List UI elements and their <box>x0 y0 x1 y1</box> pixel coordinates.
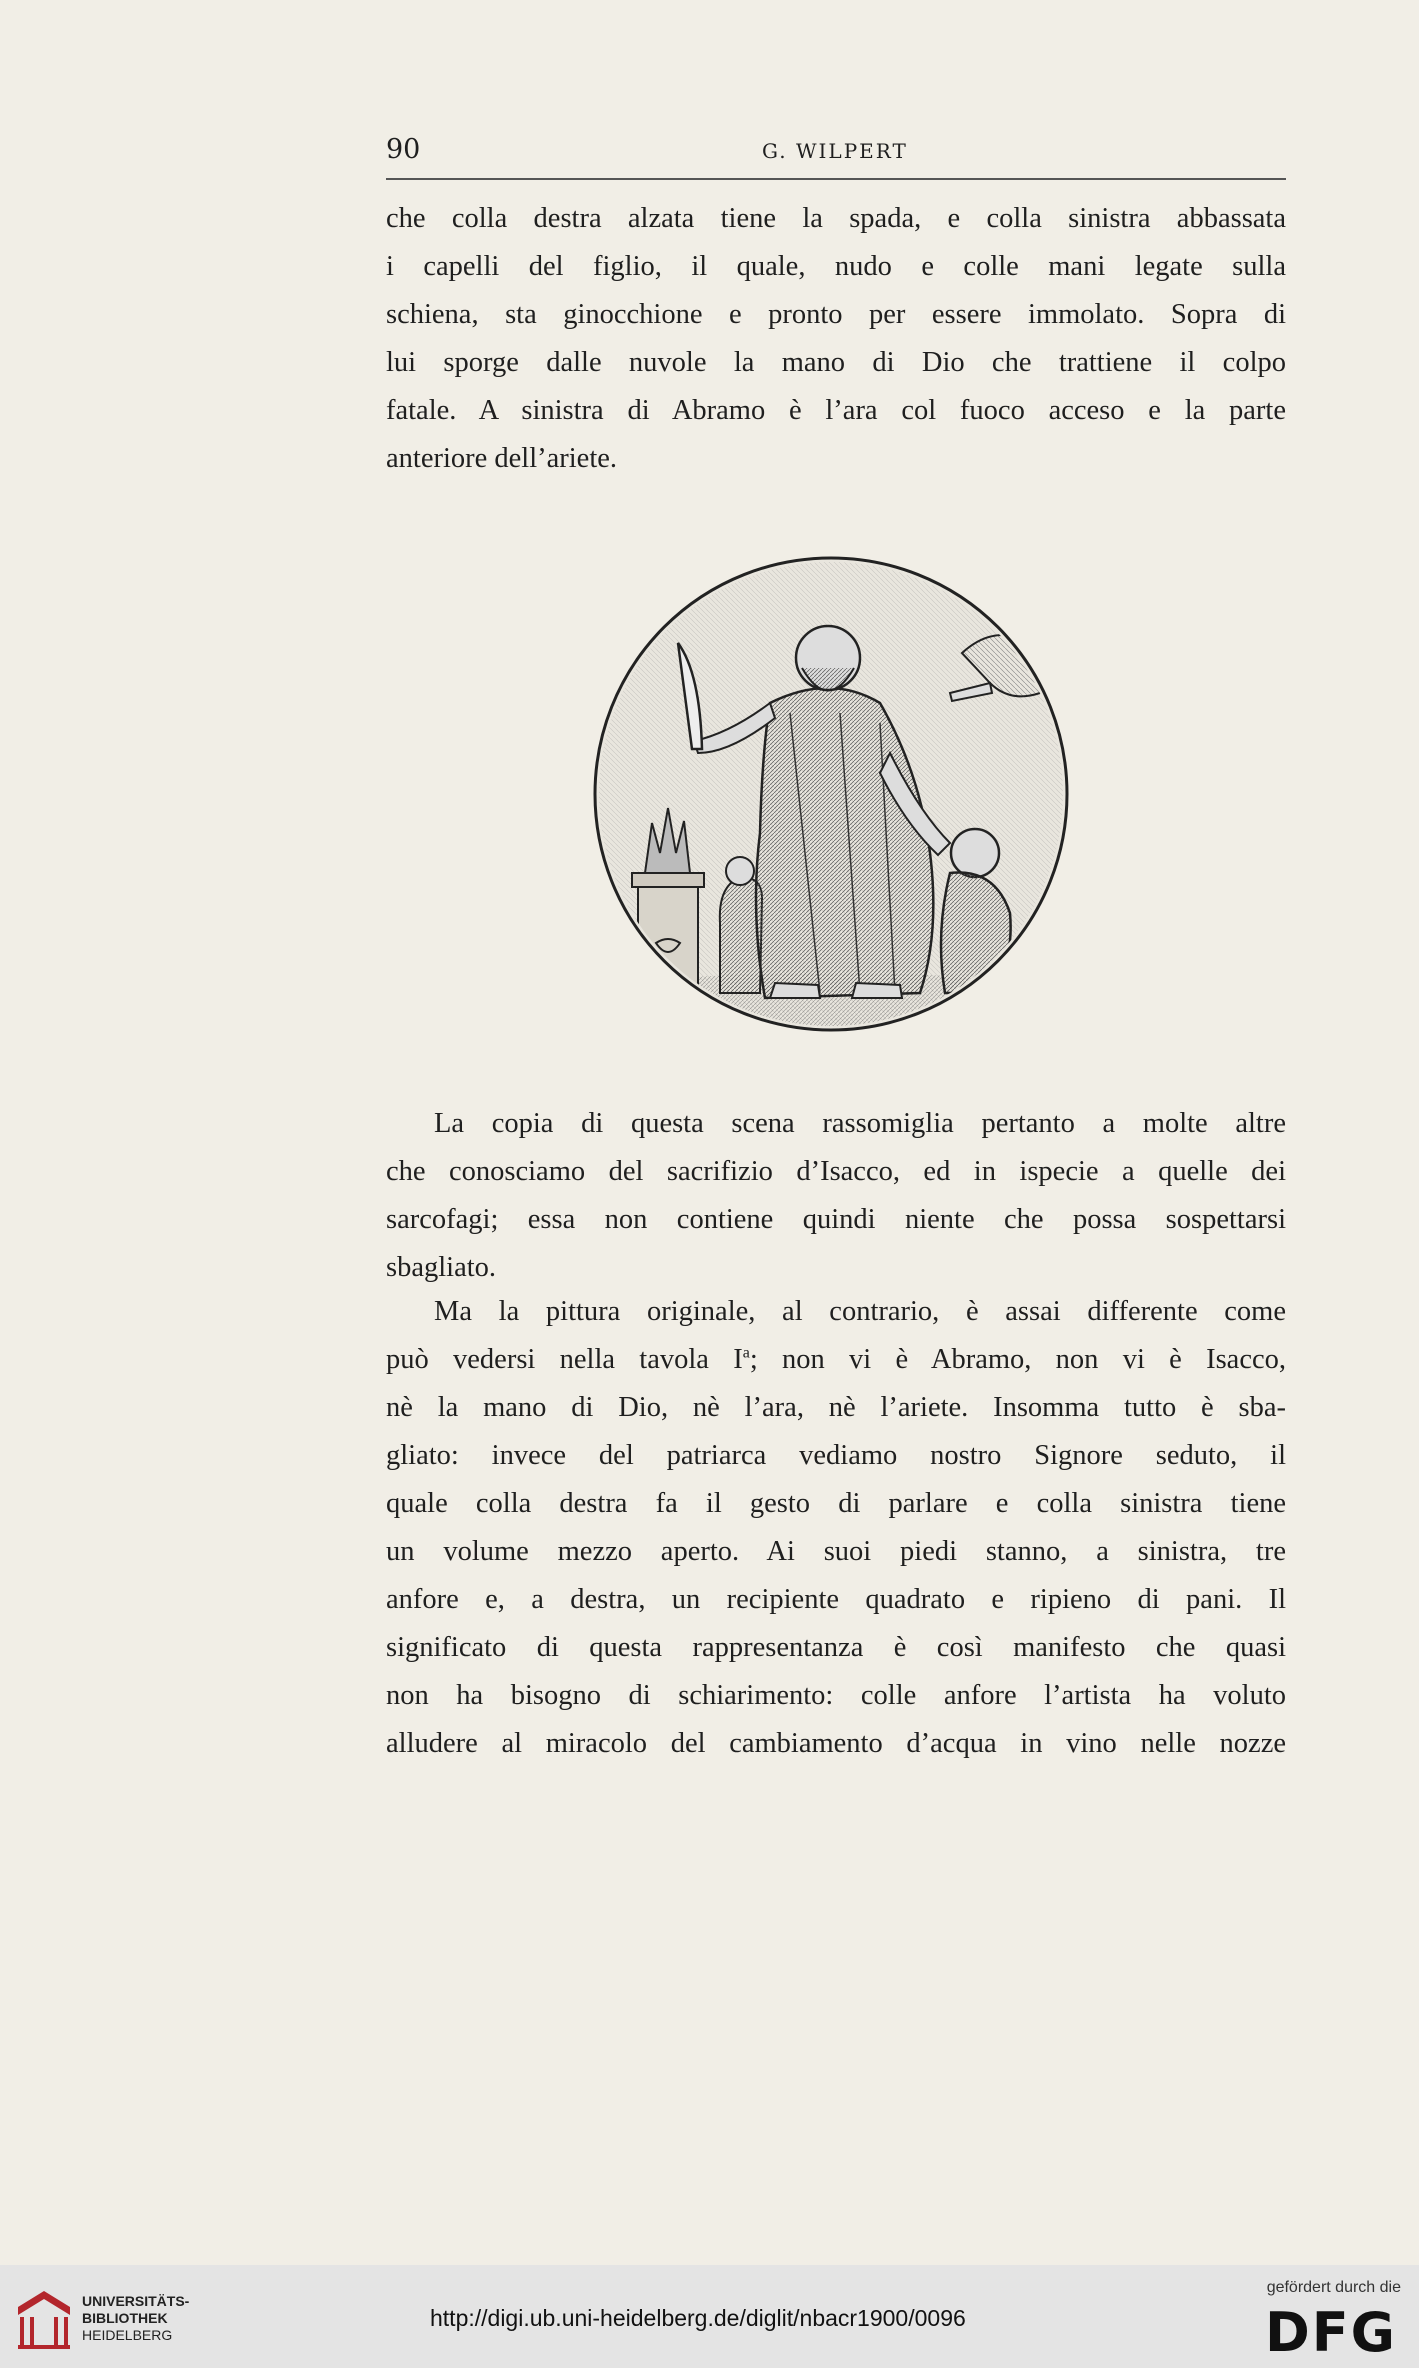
text-line: anfore e, a destra, un recipiente quadrato e ripieno di pani. Il <box>386 1584 1286 1615</box>
text-line: schiena, sta ginocchione e pronto per essere immolato. Sopra di <box>386 299 1286 330</box>
text-line: lui sporge dalle nuvole la mano di Dio che trattiene il colpo <box>386 347 1286 378</box>
text-line: gliato: invece del patriarca vediamo nostro Signore seduto, il <box>386 1440 1286 1471</box>
text-line: quale colla destra fa il gesto di parlare e colla sinistra tiene <box>386 1488 1286 1519</box>
sacrifice-of-isaac-engraving-icon <box>590 553 1072 1035</box>
text-line: fatale. A sinistra di Abramo è l’ara col fuoco acceso e la parte <box>386 395 1286 426</box>
text-line <box>386 1336 1286 1384</box>
library-name-line: UNIVERSITÄTS- <box>82 2293 190 2309</box>
dfg-logo: DFG <box>1264 2301 1397 2364</box>
text-fragment: ; non vi è Abramo, non vi è Isacco, <box>749 1344 1286 1375</box>
source-url-link[interactable]: http://digi.ub.uni-heidelberg.de/diglit/nbacr1900/0096 <box>430 2305 966 2331</box>
paragraph-3 <box>386 1288 1286 1768</box>
running-head: G. WILPERT <box>762 139 908 163</box>
page-header <box>386 130 1286 180</box>
superscript: a <box>742 1344 750 1362</box>
text-line: i capelli del figlio, il quale, nudo e colle mani legate sulla <box>386 251 1286 282</box>
text-line: anteriore dell’ariete. <box>386 443 618 474</box>
page-number: 90 <box>386 134 421 165</box>
text-line: che conosciamo del sacrifizio d’Isacco, ed in ispecie a quelle dei <box>386 1156 1286 1187</box>
text-line: nè la mano di Dio, nè l’ara, nè l’ariete. Insomma tutto è sba- <box>386 1392 1286 1423</box>
text-line: La copia di questa scena rassomiglia pertanto a molte altre <box>434 1108 1286 1139</box>
paragraph-1 <box>386 195 1286 483</box>
text-line: che colla destra alzata tiene la spada, e colla sinistra abbassata <box>386 203 1286 234</box>
library-name-line: BIBLIOTHEK <box>82 2310 168 2326</box>
funded-by-label: gefördert durch die <box>1266 2279 1401 2296</box>
university-library-logo-icon <box>14 2287 74 2351</box>
library-name-line: HEIDELBERG <box>82 2327 173 2343</box>
text-fragment: può vedersi nella tavola I <box>386 1344 743 1375</box>
text-line: un volume mezzo aperto. Ai suoi piedi stanno, a sinistra, tre <box>386 1536 1286 1567</box>
text-line: sbagliato. <box>386 1252 497 1283</box>
paragraph-2 <box>386 1100 1286 1292</box>
digitization-footer <box>0 2265 1419 2368</box>
text-line: Ma la pittura originale, al contrario, è assai differente come <box>434 1296 1286 1327</box>
text-line: significato di questa rappresentanza è così manifesto che quasi <box>386 1632 1286 1663</box>
text-line: sarcofagi; essa non contiene quindi niente che possa sospettarsi <box>386 1204 1286 1235</box>
library-name <box>82 2293 189 2344</box>
text-line: non ha bisogno di schiarimento: colle anfore l’artista ha voluto <box>386 1680 1286 1711</box>
text-line: alludere al miracolo del cambiamento d’acqua in vino nelle nozze <box>386 1728 1286 1759</box>
